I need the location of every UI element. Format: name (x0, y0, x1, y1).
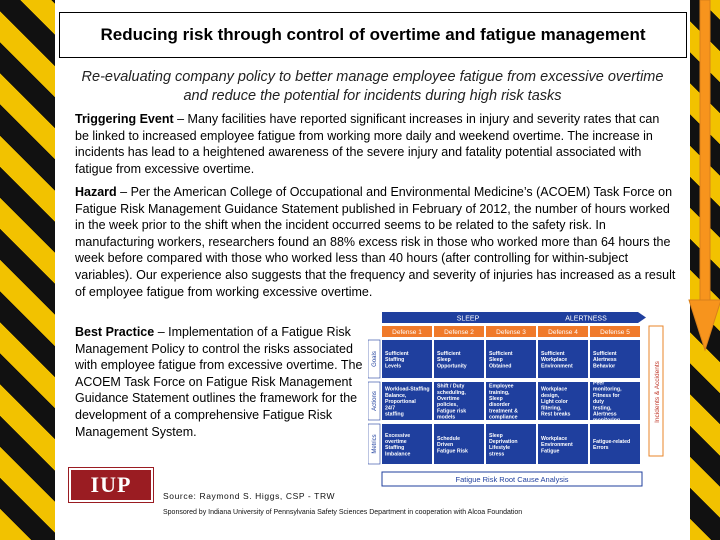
defense-label-3: Defense 3 (496, 329, 526, 336)
best-practice-text: – Implementation of a Fatigue Risk Management Policy to control the risks associated with employee fatigue from excessive overtime. The ACOEM Task Force on Fatigue Risk Management Guidance Statement outlines the framework for the development of a comprehensive Fatigue Risk Management System. (75, 325, 363, 439)
goal-text-2: Sufficient Sleep Opportunity (437, 350, 467, 370)
goal-text-5: Sufficient Alertness Behavior (593, 350, 617, 370)
action-text-2: Shift / Duty scheduling, Overtime policies, Fatigue risk models (437, 383, 467, 421)
metric-text-3: Sleep Deprivation Lifestyle stress (489, 432, 518, 458)
triggering-event-text: – Many facilities have reported significant increases in injury and severity rates that can be linked to increased employee fatigue from working more daily and weekend overtime. The increase in incidents has lead to a heightened awareness of the severe injury and fatality potential associated with fatigue from excessive overtime. (75, 112, 660, 176)
alertness-arrowhead (638, 312, 646, 323)
goal-text-3: Sufficient Sleep Obtained (489, 350, 513, 370)
action-text-1: Workload-Staffing Balance, Proportional 24/7 staffing (385, 386, 430, 418)
slide-title: Reducing risk through control of overtime and fatigue management (59, 12, 687, 58)
alertness-label: ALERTNESS (565, 315, 607, 323)
root-cause-label: Fatigue Risk Root Cause Analysis (455, 475, 569, 484)
action-text-5: Peer monitoring, Fitness for duty testing, Alertness monitoring (593, 380, 622, 424)
action-text-4: Workplace design, Light color filtering, Rest breaks (541, 386, 571, 418)
triggering-event-label: Triggering Event (75, 112, 174, 126)
slide (55, 0, 690, 540)
metric-text-4: Workplace Environment Fatigue (541, 435, 573, 455)
row-label-goals: Goals (372, 351, 378, 367)
defense-label-1: Defense 1 (392, 329, 422, 336)
fatigue-risk-diagram (368, 312, 668, 490)
hazard-text: – Per the American College of Occupational and Environmental Medicine’s (ACOEM) Task Force on Fatigue Risk Management Guidance Statement published in February of 2012, the number of hours worked in the week prior to the shift when the incident occurred seems to be related to the safety risk. In manufacturing workers, researchers found an 88% excess risk in those who worked more than 64 hours the week before compared with those who worked less than 40 hours (after controlling for within-subject variables). Our experience also suggests that the frequency and severity of injuries has increased as a result of employee fatigue from working excessive overtime. (75, 185, 676, 299)
slide-subtitle: Re-evaluating company policy to better manage employee fatigue from excessive overtime and reduce the potential for incidents during high risk tasks (81, 69, 664, 104)
defense-label-5: Defense 5 (600, 329, 630, 336)
incidents-label: Incidents & Accidents (654, 361, 661, 423)
goal-text-1: Sufficient Staffing Levels (385, 350, 409, 370)
arrow-shaft (700, 0, 710, 300)
metric-text-2: Schedule Driven Fatigue Risk (437, 435, 468, 455)
goal-text-4: Sufficient Workplace Environment (541, 350, 573, 370)
sleep-label: SLEEP (456, 315, 480, 323)
metric-text-1: Excessive overtime Staffing Imbalance (385, 432, 411, 458)
hazard-paragraph (75, 184, 681, 300)
defense-label-2: Defense 2 (444, 329, 474, 336)
sponsor-footer: Sponsored by Indiana University of Pennsylvania Safety Sciences Department in cooperation with Alcoa Foundation (163, 509, 523, 516)
defense-label-4: Defense 4 (548, 329, 578, 336)
page-number: 4 (642, 504, 648, 515)
action-text-3: Employee training, Sleep disorder treatment & compliance (489, 383, 518, 421)
hazard-label: Hazard (75, 185, 117, 199)
triggering-event-paragraph (75, 111, 675, 177)
hazard-stripes-left (0, 0, 60, 540)
row-label-actions: Actions (372, 391, 378, 411)
best-practice-paragraph (75, 324, 365, 440)
source-credit: Source: Raymond S. Higgs, CSP - TRW (163, 491, 336, 501)
row-label-metrics: Metrics (372, 434, 378, 454)
metric-text-5: Fatigue-related Errors (593, 439, 631, 452)
arrow-head (689, 300, 720, 350)
down-arrow-graphic (685, 0, 720, 360)
best-practice-label: Best Practice (75, 325, 155, 339)
iup-logo: IUP (69, 468, 153, 502)
